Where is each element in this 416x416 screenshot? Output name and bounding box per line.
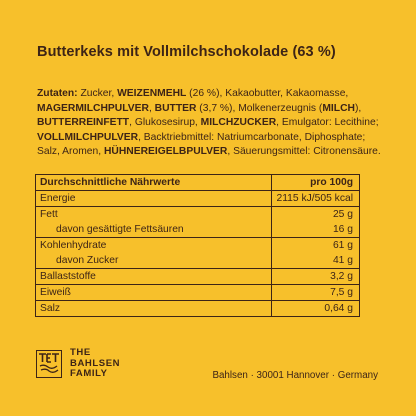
nutrition-row (36, 301, 360, 317)
nutrition-row (36, 253, 360, 269)
ingredient-highlight: VOLLMILCHPULVER (37, 131, 139, 143)
nutrition-table (35, 174, 360, 317)
company-address: Bahlsen · 30001 Hannover · Germany (212, 370, 378, 381)
nutrition-value: 3,2 g (272, 269, 360, 285)
ingredient-text: (3,7 %), Molkenerzeugnis ( (196, 102, 323, 114)
nutrition-value: 25 g (272, 207, 360, 223)
brand-line-2: BAHLSEN (70, 357, 121, 369)
ingredient-text: , (148, 102, 155, 114)
nutrition-label: davon Zucker (36, 253, 272, 269)
nutrition-value: 61 g (272, 238, 360, 254)
nutrition-value: 7,5 g (272, 285, 360, 301)
ingredient-highlight: WEIZENMEHL (117, 88, 187, 99)
nutrition-row (36, 207, 360, 223)
nutrition-label: Energie (36, 191, 272, 207)
nutrition-header-label: Durchschnittliche Nährwerte (36, 175, 272, 191)
ingredient-text: ), (354, 102, 362, 114)
ingredient-text: Zucker, (77, 88, 118, 99)
ingredient-text: , Emulgator: Lecithine; (276, 117, 379, 129)
nutrition-header-row (36, 175, 360, 191)
tet-logo-icon (36, 350, 62, 378)
brand-logo (36, 348, 120, 380)
nutrition-row (36, 269, 360, 285)
ingredient-text: , Backtriebmittel: Natriumcarbonate, Diphosphate; Salz, Aromen, (37, 131, 366, 158)
ingredient-highlight: MILCHZUCKER (200, 117, 277, 129)
nutrition-row (36, 238, 360, 254)
nutrition-value: 16 g (272, 222, 360, 238)
product-title: Butterkeks mit Vollmilchschokolade (63 %) (37, 44, 336, 60)
nutrition-row (36, 222, 360, 238)
nutrition-label: Eiweiß (36, 285, 272, 301)
nutrition-value: 0,64 g (272, 301, 360, 317)
brand-name (70, 348, 120, 380)
brand-line-3: FAMILY (70, 368, 108, 379)
ingredient-highlight: MAGERMILCHPULVER (37, 102, 149, 114)
nutrition-value: 2115 kJ/505 kcal (272, 191, 360, 207)
ingredient-text: , Glukosesirup, (129, 117, 201, 129)
ingredient-text: (26 %), Kakaobutter, Kakaomasse, (186, 88, 349, 99)
ingredients-list (37, 87, 382, 160)
nutrition-row (36, 191, 360, 207)
nutrition-label: Ballaststoffe (36, 269, 272, 285)
nutrition-label: davon gesättigte Fettsäuren (36, 222, 272, 238)
ingredient-highlight: MILCH (322, 102, 355, 114)
ingredient-text: , Säuerungsmittel: Citronensäure. (227, 146, 381, 158)
nutrition-label: Salz (36, 301, 272, 317)
ingredient-highlight: Zutaten: (37, 88, 78, 99)
ingredient-highlight: HÜHNEREIGELBPULVER (103, 146, 228, 158)
ingredient-highlight: BUTTER (154, 102, 197, 114)
nutrition-label: Fett (36, 207, 272, 223)
nutrition-row (36, 285, 360, 301)
brand-line-1: THE (70, 347, 91, 358)
nutrition-header-value: pro 100g (272, 175, 360, 191)
nutrition-value: 41 g (272, 253, 360, 269)
ingredient-highlight: BUTTERREINFETT (37, 117, 130, 129)
nutrition-label: Kohlenhydrate (36, 238, 272, 254)
